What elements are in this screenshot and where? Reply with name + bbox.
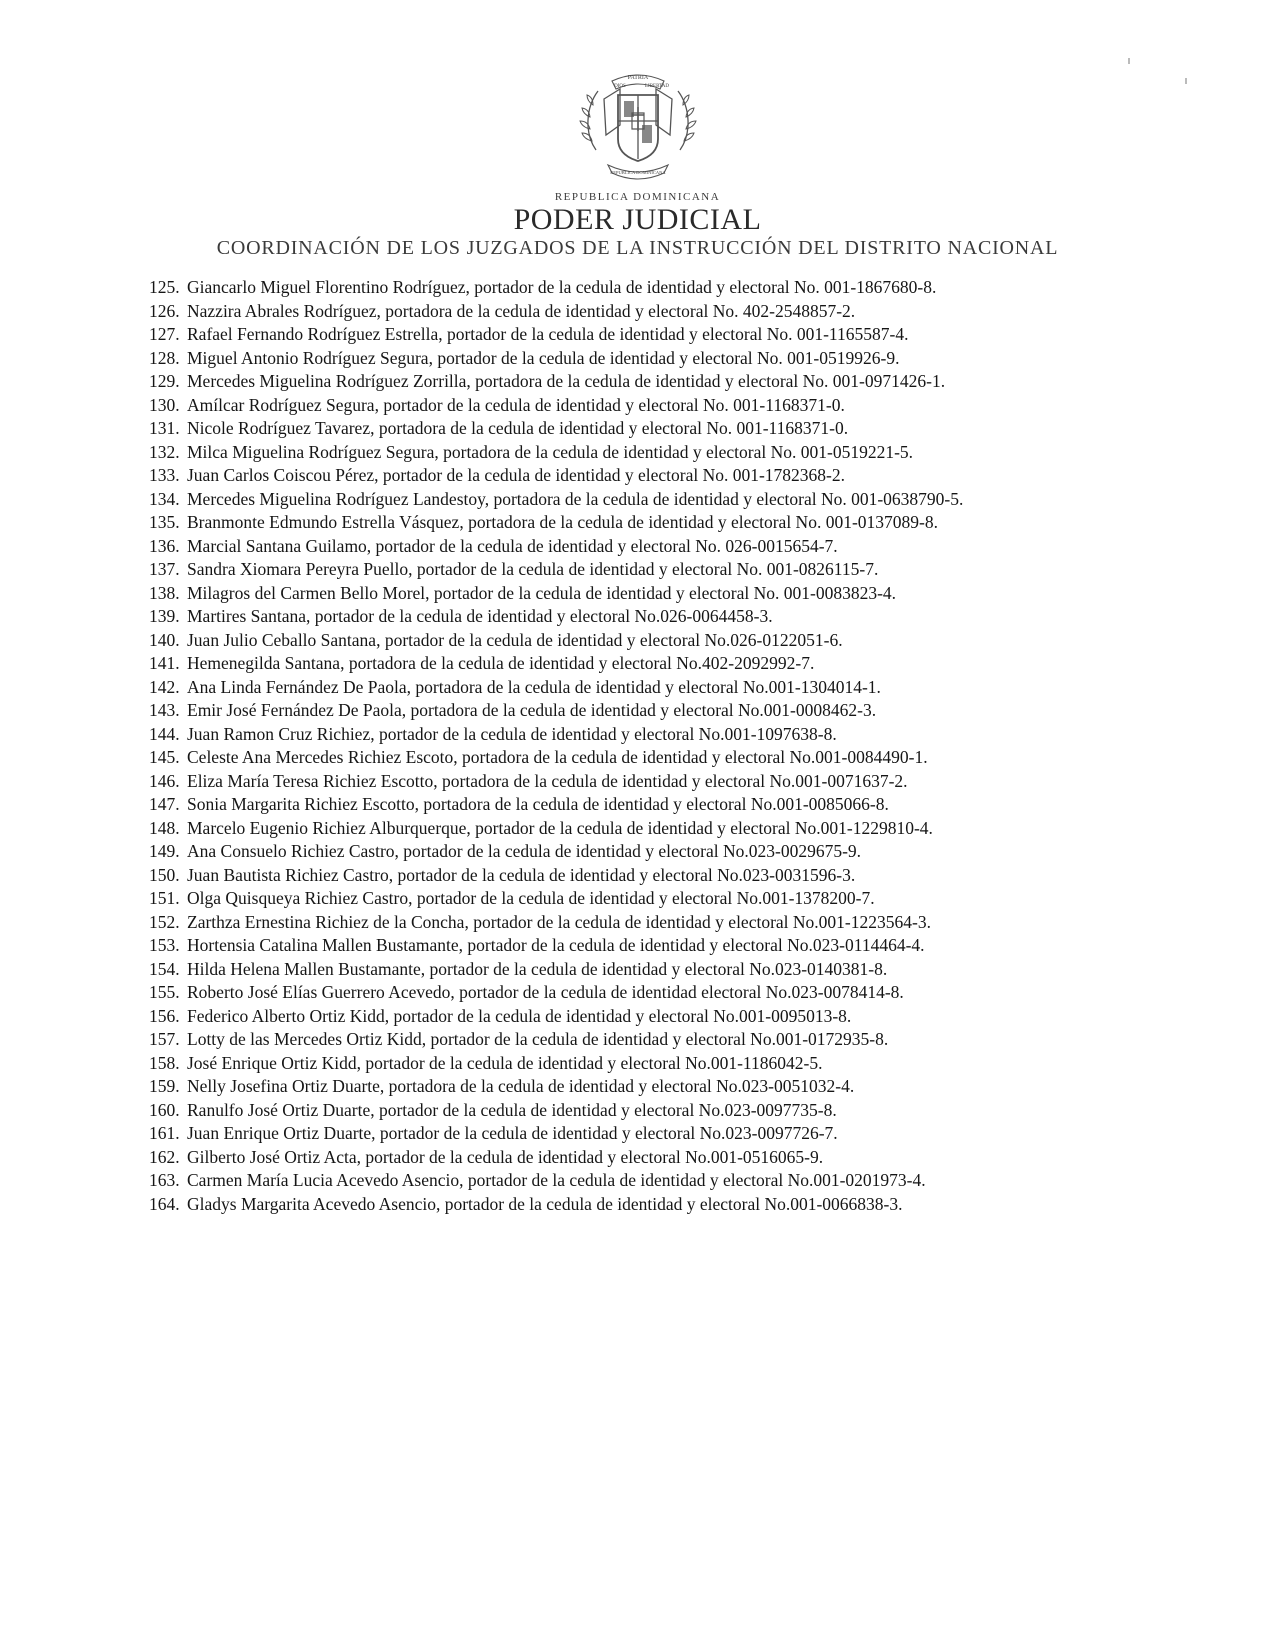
list-item: [149, 488, 1146, 512]
item-text: Ana Consuelo Richiez Castro, portador de la cedula de identidad y electoral No.023-0029675-9.: [187, 841, 862, 861]
list-item: [149, 958, 1146, 982]
seal-text-dios: DIOS: [613, 84, 626, 89]
item-number: 154.: [149, 958, 180, 979]
list-item: [149, 558, 1146, 582]
item-number: 156.: [149, 1005, 180, 1026]
list-item: [149, 723, 1146, 747]
seal-text-patria: PATRIA: [627, 75, 648, 81]
item-text: Zarthza Ernestina Richiez de la Concha, portador de la cedula de identidad y electoral No.001-1223564-3.: [187, 911, 931, 932]
list-item: [149, 1075, 1146, 1099]
item-text: Mercedes Miguelina Rodríguez Zorrilla, portadora de la cedula de identidad y electoral No. 001-0971426-1.: [187, 371, 946, 391]
list-item: [149, 535, 1146, 559]
item-text: Nicole Rodríguez Tavarez, portadora de la cedula de identidad y electoral No. 001-1168371-0.: [187, 418, 849, 438]
item-number: 157.: [149, 1029, 180, 1049]
item-number: 141.: [149, 653, 180, 673]
item-text: José Enrique Ortiz Kidd, portador de la cedula de identidad y electoral No.001-1186042-5.: [187, 1052, 823, 1073]
item-number: 125.: [149, 277, 180, 297]
list-item: [149, 746, 1146, 770]
item-number: 143.: [149, 700, 180, 720]
item-text: Juan Ramon Cruz Richiez, portador de la cedula de identidad y electoral No.001-1097638-8.: [187, 723, 837, 744]
list-item: [149, 676, 1146, 700]
list-item: [149, 934, 1146, 958]
item-number: 126.: [149, 300, 180, 321]
item-text: Roberto José Elías Guerrero Acevedo, portador de la cedula de identidad electoral No.023-0078414-8.: [187, 982, 904, 1002]
item-number: 151.: [149, 888, 180, 908]
item-number: 133.: [149, 465, 180, 485]
list-item: [149, 1099, 1146, 1123]
item-text: Rafael Fernando Rodríguez Estrella, portador de la cedula de identidad y electoral No. 001-1165587-4.: [187, 324, 909, 344]
list-item: [149, 464, 1146, 488]
item-text: Sonia Margarita Richiez Escotto, portadora de la cedula de identidad y electoral No.001-0085066-8.: [187, 794, 889, 814]
item-number: 148.: [149, 817, 180, 838]
item-number: 138.: [149, 582, 180, 603]
item-text: Juan Bautista Richiez Castro, portador de la cedula de identidad y electoral No.023-0031596-3.: [187, 864, 856, 885]
item-text: Branmonte Edmundo Estrella Vásquez, portadora de la cedula de identidad y electoral No. 001-0137089-8.: [187, 512, 938, 532]
item-text: Gilberto José Ortiz Acta, portador de la cedula de identidad y electoral No.001-0516065-9.: [187, 1146, 824, 1167]
item-text: Lotty de las Mercedes Ortiz Kidd, portador de la cedula de identidad y electoral No.001-0172935-8.: [187, 1029, 889, 1049]
item-number: 146.: [149, 770, 180, 791]
list-item: [149, 817, 1146, 841]
list-item: [149, 1193, 1146, 1217]
list-item: [149, 1052, 1146, 1076]
item-text: Martires Santana, portador de la cedula de identidad y electoral No.026-0064458-3.: [187, 606, 773, 626]
item-number: 144.: [149, 723, 180, 744]
list-item: [149, 417, 1146, 441]
list-item: [149, 840, 1146, 864]
seal-text-republica: REPUBLICA DOMINICANA: [609, 170, 666, 175]
item-number: 149.: [149, 841, 180, 861]
item-text: Hortensia Catalina Mallen Bustamante, portador de la cedula de identidad y electoral No.023-0114464-4.: [187, 935, 925, 955]
item-text: Amílcar Rodríguez Segura, portador de la cedula de identidad y electoral No. 001-1168371-0.: [187, 394, 845, 415]
list-item: [149, 1122, 1146, 1146]
item-number: 159.: [149, 1076, 180, 1096]
list-item: [149, 394, 1146, 418]
person-list: [149, 276, 1146, 1216]
item-number: 155.: [149, 982, 180, 1002]
item-text: Marcial Santana Guilamo, portador de la cedula de identidad y electoral No. 026-0015654-7.: [187, 535, 838, 556]
item-number: 163.: [149, 1170, 180, 1190]
list-item: [149, 441, 1146, 465]
item-text: Juan Carlos Coiscou Pérez, portador de la cedula de identidad y electoral No. 001-1782368-2.: [187, 465, 846, 485]
item-text: Juan Enrique Ortiz Duarte, portador de la cedula de identidad y electoral No.023-0097726-7.: [187, 1123, 838, 1143]
list-item: [149, 699, 1146, 723]
item-text: Carmen María Lucia Acevedo Asencio, portador de la cedula de identidad y electoral No.001-0201973-4.: [187, 1170, 926, 1190]
list-item: [149, 911, 1146, 935]
item-text: Celeste Ana Mercedes Richiez Escoto, portadora de la cedula de identidad y electoral No.001-0084490-1.: [187, 747, 928, 767]
item-number: 145.: [149, 747, 180, 767]
item-text: Marcelo Eugenio Richiez Alburquerque, portador de la cedula de identidad y electoral No.001-1229810-4.: [187, 817, 933, 838]
item-number: 150.: [149, 864, 180, 885]
list-item: [149, 605, 1146, 629]
item-number: 131.: [149, 418, 180, 438]
item-text: Federico Alberto Ortiz Kidd, portador de la cedula de identidad y electoral No.001-0095013-8.: [187, 1005, 852, 1026]
item-number: 130.: [149, 394, 180, 415]
list-item: [149, 300, 1146, 324]
list-item: [149, 887, 1146, 911]
item-text: Milca Miguelina Rodríguez Segura, portadora de la cedula de identidad y electoral No. 001-0519221-5.: [187, 441, 914, 462]
item-text: Nazzira Abrales Rodríguez, portadora de la cedula de identidad y electoral No. 402-2548857-2.: [187, 300, 856, 321]
item-number: 132.: [149, 441, 180, 462]
list-item: [149, 323, 1146, 347]
list-item: [149, 770, 1146, 794]
list-item: [149, 629, 1146, 653]
institution-name: PODER JUDICIAL: [513, 203, 762, 236]
item-number: 164.: [149, 1193, 180, 1214]
item-number: 147.: [149, 794, 180, 814]
item-number: 135.: [149, 512, 180, 532]
list-item: [149, 582, 1146, 606]
item-number: 162.: [149, 1146, 180, 1167]
item-number: 140.: [149, 629, 180, 650]
list-item: [149, 793, 1146, 817]
item-number: 129.: [149, 371, 180, 391]
item-number: 137.: [149, 559, 180, 579]
item-text: Milagros del Carmen Bello Morel, portador de la cedula de identidad y electoral No. 001-0083823-4.: [187, 582, 897, 603]
item-text: Nelly Josefina Ortiz Duarte, portadora de la cedula de identidad y electoral No.023-0051032-4.: [187, 1076, 855, 1096]
item-text: Hilda Helena Mallen Bustamante, portador de la cedula de identidad y electoral No.023-0140381-8.: [187, 958, 888, 979]
item-number: 153.: [149, 935, 180, 955]
list-item: [149, 1028, 1146, 1052]
seal-text-libertad: LIBERTAD: [644, 84, 669, 89]
item-number: 134.: [149, 488, 180, 509]
item-text: Olga Quisqueya Richiez Castro, portador de la cedula de identidad y electoral No.001-1378200-7.: [187, 888, 875, 908]
item-text: Mercedes Miguelina Rodríguez Landestoy, portadora de la cedula de identidad y electoral No. 001-0638790-5.: [187, 488, 964, 509]
item-number: 158.: [149, 1052, 180, 1073]
item-text: Ana Linda Fernández De Paola, portadora de la cedula de identidad y electoral No.001-1304014-1.: [187, 676, 881, 697]
item-text: Ranulfo José Ortiz Duarte, portador de la cedula de identidad y electoral No.023-0097735-8.: [187, 1099, 837, 1120]
item-text: Giancarlo Miguel Florentino Rodríguez, portador de la cedula de identidad y electoral No. 001-1867680-8.: [187, 277, 937, 297]
item-number: 161.: [149, 1123, 180, 1143]
item-number: 128.: [149, 347, 180, 368]
item-text: Juan Julio Ceballo Santana, portador de la cedula de identidad y electoral No.026-0122051-6.: [187, 629, 843, 650]
item-text: Emir José Fernández De Paola, portadora de la cedula de identidad y electoral No.001-0008462-3.: [187, 700, 877, 720]
item-text: Eliza María Teresa Richiez Escotto, portadora de la cedula de identidad y electoral No.001-0071637-2.: [187, 770, 908, 791]
office-name: COORDINACIÓN DE LOS JUZGADOS DE LA INSTRUCCIÓN DEL DISTRITO NACIONAL: [216, 237, 1059, 259]
list-item: [149, 981, 1146, 1005]
list-item: [149, 511, 1146, 535]
list-item: [149, 1169, 1146, 1193]
item-number: 142.: [149, 676, 180, 697]
list-item: [149, 652, 1146, 676]
list-item: [149, 276, 1146, 300]
item-text: Miguel Antonio Rodríguez Segura, portador de la cedula de identidad y electoral No. 001-0519926-9.: [187, 347, 900, 368]
list-item: [149, 864, 1146, 888]
item-number: 152.: [149, 911, 180, 932]
list-item: [149, 370, 1146, 394]
item-text: Hemenegilda Santana, portadora de la cedula de identidad y electoral No.402-2092992-7.: [187, 653, 815, 673]
list-item: [149, 1005, 1146, 1029]
country-name: REPUBLICA DOMINICANA: [554, 191, 721, 203]
item-number: 127.: [149, 324, 180, 344]
item-number: 139.: [149, 606, 180, 626]
item-number: 136.: [149, 535, 180, 556]
list-item: [149, 347, 1146, 371]
letterhead: [0, 55, 1275, 259]
item-text: Sandra Xiomara Pereyra Puello, portador de la cedula de identidad y electoral No. 001-0826115-7.: [187, 559, 879, 579]
item-number: 160.: [149, 1099, 180, 1120]
coat-of-arms-seal: [568, 55, 708, 195]
list-item: [149, 1146, 1146, 1170]
item-text: Gladys Margarita Acevedo Asencio, portador de la cedula de identidad y electoral No.001-0066838-3.: [187, 1193, 903, 1214]
